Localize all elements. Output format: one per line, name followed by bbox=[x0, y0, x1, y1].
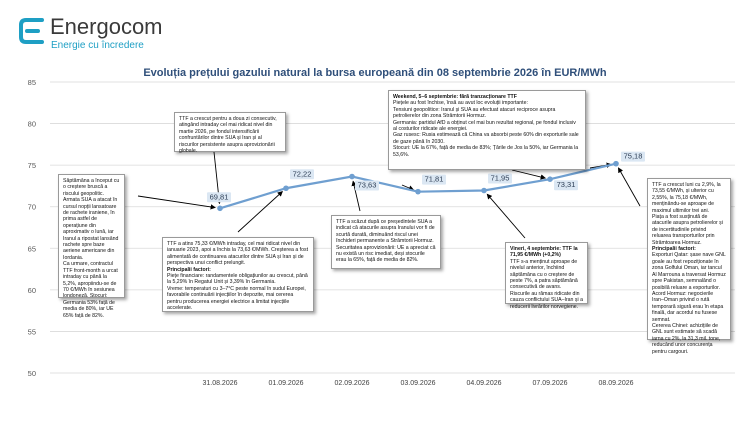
annotation-01sep-bottom bbox=[162, 237, 314, 312]
note-text: Securitatea aprovizionării: UE a apreciat că nu există un risc imediat, deși stocurile erau la 65%, față de media de 82%. bbox=[336, 244, 436, 264]
note-text: Piețe financiare: randamentele obligațiunilor au crescut, până la 5,29% în Regatul Unit și 3,39% în Germania. bbox=[167, 273, 308, 286]
data-point bbox=[349, 174, 355, 180]
note-text: Vreme: temperaturi cu 3–7°C peste normal în sudul Europei, favorabile continuării injecțiilor în depozite, mai cererea pentru producerea energiei electrice a limitat injecțiile accelerate. bbox=[167, 285, 306, 312]
annotation-arrow bbox=[618, 168, 640, 206]
data-label bbox=[290, 169, 314, 179]
y-tick-label: 75 bbox=[27, 161, 36, 171]
note-text: Germania: partidul AfD a obținut cel mai bun rezultat regional, pe fondul inclusiv al costurilor ridicate ale energiei. bbox=[393, 119, 576, 133]
data-label-text: 73,63 bbox=[357, 180, 377, 190]
note-text: Piața a fost susținută de atacurile asupra petrolierelor și de incertitudinile privind reluarea transporturilor prin Strâmtoarea Hormuz. bbox=[652, 214, 723, 246]
annotation-arrow bbox=[512, 170, 545, 178]
brand-name: Energocom bbox=[50, 14, 163, 39]
note-text: TTF s-a menținut aproape de nivelul anterior, închiind săptămâna cu o creștere de peste 7%, a patra săptămână consecutivă de avans. bbox=[510, 258, 578, 291]
note-text: Săptămâna a început cu o creștere bruscă a riscului geopolitic. Armata SUA a atacat în cursul nopții lansatoare de rachete iraniene, în prima astfel de operațiune din aproximativ o lună, iar Iranul a ripostat lansând rachete spre baze aeriene americane din Iordania. bbox=[63, 178, 120, 261]
note-text: Principalii factori: bbox=[167, 266, 211, 273]
chart-title: Evoluția prețului gazului natural la bursa europeană din 08 septembrie 2026 în EUR/MWh bbox=[143, 67, 607, 79]
annotation-03sep bbox=[331, 215, 441, 269]
data-point bbox=[217, 205, 223, 211]
note-text: Principalii factori: bbox=[652, 246, 696, 253]
annotation-08sep bbox=[647, 178, 731, 355]
data-label-text: 71,95 bbox=[490, 173, 510, 183]
note-text: Ca urmare, contractul TTF front-month a urcat intraday cu până la 5,2%, apropiindu-se de 70 €/MWh în sesiunea londoneză. Stocuri: Germania 53% față de media de 80%, iar UE 65% față de 82%. bbox=[63, 261, 118, 319]
data-label bbox=[621, 152, 645, 162]
note-text: TTF a scăzut după ce președintele SUA a indicat că atacurile asupra Iranului vor fi de scurtă durată, diminuând riscul unei închideri permanente a Strâmtorii Hormuz. bbox=[336, 219, 435, 245]
note-text: Tensiuni geopolitice: Iranul și SUA au efectuat atacuri reciproce asupra petrolierelor din zona Strâmtorii Hormuz. bbox=[393, 106, 556, 120]
data-label bbox=[355, 181, 379, 191]
data-label bbox=[488, 174, 512, 184]
data-point bbox=[415, 189, 421, 195]
note-text: Acord Hormuz: negocierile Iran–Oman privind o rută temporară sigură erau în etapa finală, dar acordul nu fusese semnat. bbox=[652, 290, 724, 323]
annotation-04sep bbox=[505, 242, 588, 310]
y-tick-label: 80 bbox=[27, 119, 36, 129]
x-tick-label: 02.09.2026 bbox=[334, 380, 370, 387]
note-text: Riscurile au rămas ridicate din cauza conflictului SUA–Iran și a reducerii livrărilor norvegiene. bbox=[510, 290, 583, 310]
note-text: Gaz rusesc: Rusia estimează că China va absorbi peste 60% din exporturile sale de gaze până în 2030. bbox=[393, 132, 579, 145]
brand-tagline: Energie cu încredere bbox=[51, 40, 144, 51]
note-text: Weekend, 5–6 septembrie: fără tranzacționare TTF bbox=[393, 94, 517, 100]
data-label-text: 72,22 bbox=[292, 169, 312, 179]
data-label-text: 75,18 bbox=[623, 151, 643, 161]
data-label-text: 71,81 bbox=[424, 174, 444, 184]
data-point bbox=[481, 188, 487, 194]
data-point bbox=[283, 185, 289, 191]
data-point bbox=[547, 176, 553, 182]
x-tick-label: 03.09.2026 bbox=[400, 380, 436, 387]
annotation-arrow bbox=[487, 194, 525, 238]
note-text: TTF a crescut pentru a doua zi consecutiv, atingând intraday cel mai ridicat nivel din martie 2026, pe fondul intensificării confruntărilor dintre SUA și Iran și al riscurilor persistente asupra aprovizionării globale. bbox=[179, 116, 277, 155]
note-text: Stocuri: UE la 67%, față de media de 83%; Țările de Jos la 50%, iar Germania la 53,6%. bbox=[393, 145, 579, 158]
y-tick-label: 85 bbox=[27, 78, 36, 87]
note-text: Cererea Chinei: achizițiile de GNL sunt estimate să scadă iarna cu 2%, la 31,3 mil. tone, reducând unor concurența pentru cargouri. bbox=[652, 322, 721, 355]
data-label-text: 69,81 bbox=[209, 192, 229, 202]
annotation-weekend bbox=[388, 90, 586, 170]
x-tick-label: 04.09.2026 bbox=[466, 380, 502, 387]
x-tick-label: 01.09.2026 bbox=[268, 380, 304, 387]
data-label bbox=[207, 192, 231, 202]
y-tick-label: 55 bbox=[27, 327, 36, 337]
annotation-arrow bbox=[238, 192, 282, 232]
y-tick-label: 65 bbox=[27, 244, 36, 254]
note-text: Piețele au fost închise, însă au avut loc evoluții importante: bbox=[393, 100, 528, 107]
x-tick-label: 31.08.2026 bbox=[202, 380, 238, 387]
y-tick-label: 50 bbox=[27, 369, 36, 378]
data-label bbox=[554, 180, 578, 190]
note-text: Exporturi Qatar: șase nave GNL goale au fost repoziționate în zona Golfului Oman, iar tancul Al Marrouna a traversat Hormuz spre Pakistan, semnalând o posibilă reluare a exporturilor. bbox=[652, 252, 726, 291]
data-label bbox=[422, 175, 446, 185]
note-text: TTF a crescut luni cu 2,9%, la 73,55 €/MWh, și ulterior cu 2,55%, la 75,18 €/MWh, menținându-se aproape de maximul ultimilor trei ani. bbox=[652, 182, 721, 214]
y-tick-label: 70 bbox=[27, 202, 36, 212]
annotation-31aug bbox=[58, 174, 125, 319]
note-text: Vineri, 4 septembrie: TTF la 71,95 €/MWh (+0,2%) bbox=[510, 246, 578, 259]
y-tick-label: 60 bbox=[27, 285, 36, 295]
annotation-arrow bbox=[138, 196, 215, 208]
data-point bbox=[613, 161, 619, 167]
note-text: TTF a atins 75,33 €/MWh intraday, cel mai ridicat nivel din ianuarie 2023, apoi a închis la 73,63 €/MWh. Creșterea a fost alimentată de continuarea atacurilor dintre SUA și Iran și de perspectiva unui conflict prelungit. bbox=[167, 241, 309, 267]
data-label-text: 73,31 bbox=[556, 180, 576, 190]
x-tick-label: 07.09.2026 bbox=[532, 380, 568, 387]
annotation-01sep-top bbox=[174, 112, 286, 155]
x-tick-label: 08.09.2026 bbox=[598, 380, 634, 387]
